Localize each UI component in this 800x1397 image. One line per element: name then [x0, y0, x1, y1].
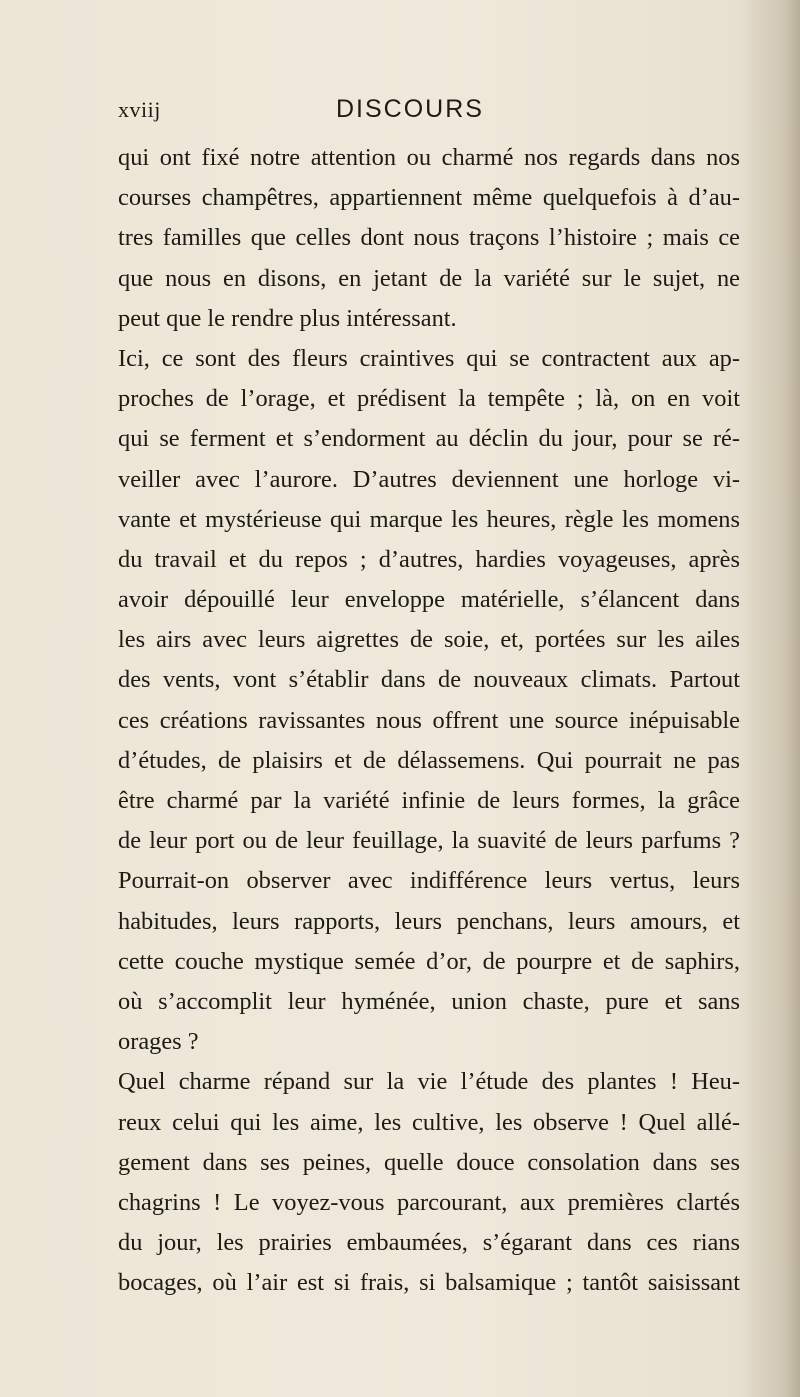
text-line: où s’accomplit leur hyménée, union chaste, pure et sans — [118, 987, 740, 1015]
text-line: ces créations ravissantes nous offrent une source inépuisable — [118, 706, 740, 734]
text-line: vante et mystérieuse qui marque les heures, règle les momens — [118, 505, 740, 533]
text-line: du jour, les prairies embaumées, s’égarant dans ces rians — [118, 1229, 740, 1257]
text-line: Pourrait-on observer avec indifférence leurs vertus, leurs — [118, 867, 740, 895]
body-text — [118, 138, 740, 1303]
text-line: avoir dépouillé leur enveloppe matérielle, s’élancent dans — [118, 586, 740, 614]
page-number: xviij — [118, 97, 161, 122]
text-line: de leur port ou de leur feuillage, la suavité de leurs parfums ? — [118, 827, 740, 855]
text-line: reux celui qui les aime, les cultive, les observe ! Quel allé- — [118, 1108, 740, 1136]
text-line: bocages, où l’air est si frais, si balsamique ; tantôt saisissant — [118, 1269, 740, 1297]
text-line: orages ? — [118, 1028, 199, 1056]
text-line: gement dans ses peines, quelle douce consolation dans ses — [118, 1148, 740, 1176]
text-line: veiller avec l’aurore. D’autres deviennent une horloge vi- — [118, 465, 740, 493]
text-line: qui se ferment et s’endorment au déclin du jour, pour se ré- — [118, 425, 740, 453]
text-line: d’études, de plaisirs et de délassemens. Qui pourrait ne pas — [118, 746, 740, 774]
text-line: des vents, vont s’établir dans de nouveaux climats. Partout — [118, 666, 740, 694]
text-line: Ici, ce sont des fleurs craintives qui se contractent aux ap- — [118, 344, 740, 372]
text-line: peut que le rendre plus intéressant. — [118, 304, 457, 332]
text-line: courses champêtres, appartiennent même quelquefois à d’au- — [118, 184, 740, 212]
text-line: être charmé par la variété infinie de leurs formes, la grâce — [118, 787, 740, 814]
text-line: proches de l’orage, et prédisent la tempête ; là, on en voit — [118, 385, 740, 413]
page-header — [118, 95, 718, 129]
text-line: chagrins ! Le voyez-vous parcourant, aux premières clartés — [118, 1188, 740, 1216]
text-line: tres familles que celles dont nous traçons l’histoire ; mais ce — [118, 224, 740, 252]
running-title: DISCOURS — [336, 95, 484, 123]
text-line: cette couche mystique semée d’or, de pourpre et de saphirs, — [118, 947, 740, 975]
text-line: Quel charme répand sur la vie l’étude des plantes ! Heu- — [118, 1068, 740, 1096]
text-line: habitudes, leurs rapports, leurs penchans, leurs amours, et — [118, 907, 740, 935]
text-line: qui ont fixé notre attention ou charmé nos regards dans nos — [118, 144, 740, 171]
text-line: les airs avec leurs aigrettes de soie, et, portées sur les ailes — [118, 626, 740, 654]
text-line: que nous en disons, en jetant de la variété sur le sujet, ne — [118, 264, 740, 292]
text-line: du travail et du repos ; d’autres, hardies voyageuses, après — [118, 545, 740, 573]
